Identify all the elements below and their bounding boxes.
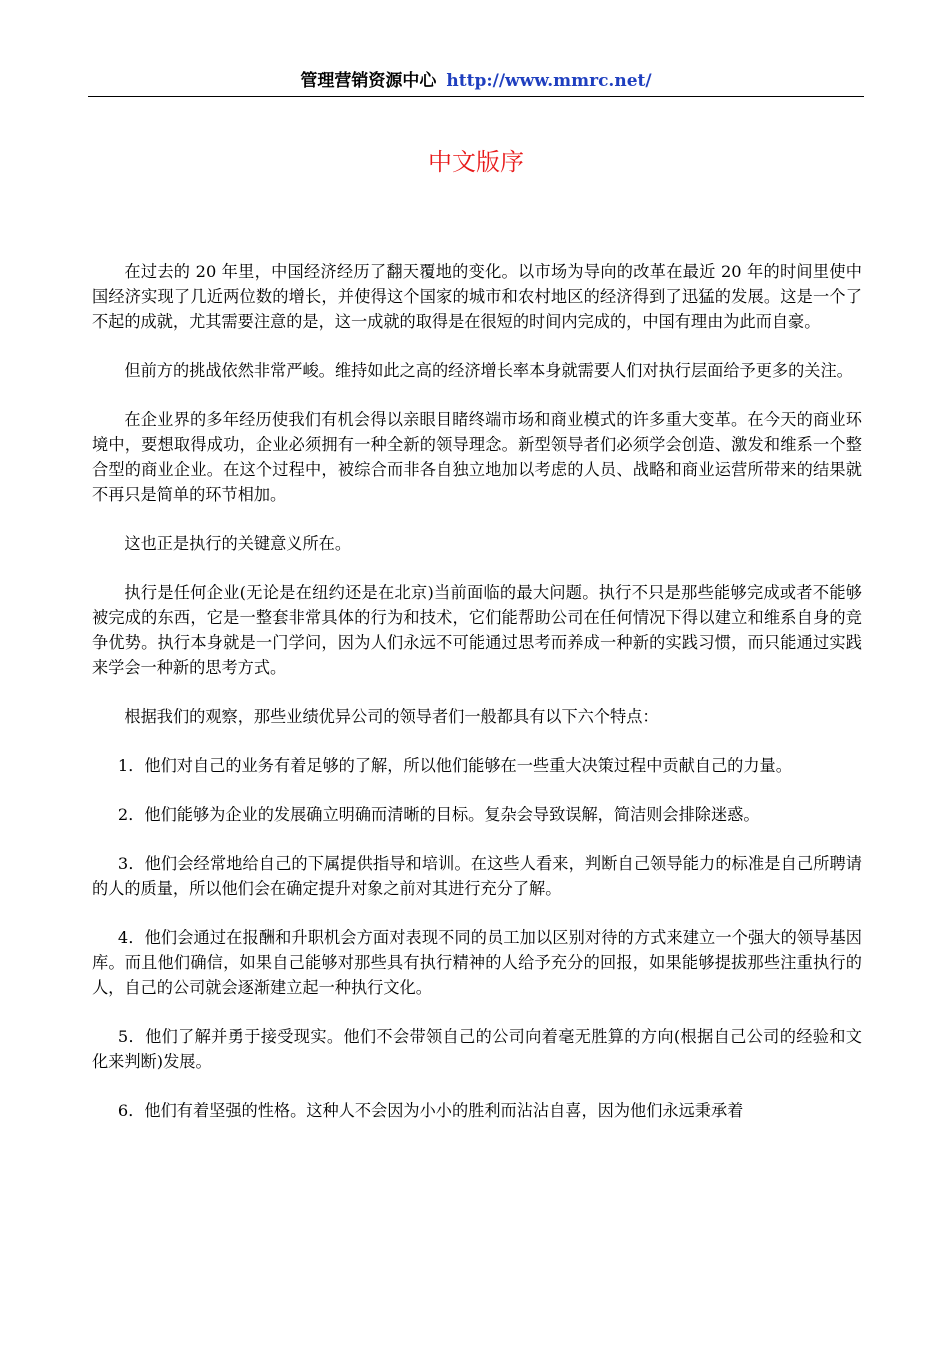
page-header — [88, 66, 864, 97]
list-item: 2．他们能够为企业的发展确立明确而清晰的目标。复杂会导致误解，简洁则会排除迷惑。 — [117, 805, 760, 824]
paragraph: 执行是任何企业(无论是在纽约还是在北京)当前面临的最大问题。执行不只是那些能够完成或者不能够被完成的东西，它是一整套非常具体的行为和技术，它们能帮助公司在任何情况下得以建立和维系自身的竞争优势。执行本身就是一门学问，因为人们永远不可能通过思考而养成一种新的实践习惯，而只能通过实践来学会一种新的思考方式。 — [92, 583, 862, 677]
paragraph: 在过去的 20 年里，中国经济经历了翻天覆地的变化。以市场为导向的改革在最近 20 年的时间里使中国经济实现了几近两位数的增长，并使得这个国家的城市和农村地区的经济得到了迅猛的发展。这是一个了不起的成就，尤其需要注意的是，这一成就的取得是在很短的时间内完成的，中国有理由为此而自豪。 — [92, 262, 862, 331]
paragraph: 这也正是执行的关键意义所在。 — [124, 534, 352, 553]
list-item: 1．他们对自己的业务有着足够的了解，所以他们能够在一些重大决策过程中贡献自己的力量。 — [117, 756, 792, 775]
paragraph: 但前方的挑战依然非常严峻。维持如此之高的经济增长率本身就需要人们对执行层面给予更多的关注。 — [124, 361, 853, 380]
page-title: 中文版序 — [428, 148, 524, 176]
site-url-link[interactable]: http://www.mmrc.net/ — [446, 71, 652, 91]
site-name: 管理营销资源中心 — [300, 71, 437, 91]
paragraph: 根据我们的观察，那些业绩优异公司的领导者们一般都具有以下六个特点： — [124, 707, 659, 726]
document-body — [92, 259, 862, 1147]
list-item: 6．他们有着坚强的性格。这种人不会因为小小的胜利而沾沾自喜，因为他们永远秉承着 — [117, 1101, 744, 1120]
list-item: 3．他们会经常地给自己的下属提供指导和培训。在这些人看来，判断自己领导能力的标准是自己所聘请的人的质量，所以他们会在确定提升对象之前对其进行充分了解。 — [92, 854, 862, 898]
paragraph: 在企业界的多年经历使我们有机会得以亲眼目睹终端市场和商业模式的许多重大变革。在今天的商业环境中，要想取得成功，企业必须拥有一种全新的领导理念。新型领导者们必须学会创造、激发和维系一个整合型的商业企业。在这个过程中，被综合而非各自独立地加以考虑的人员、战略和商业运营所带来的结果就不再只是简单的环节相加。 — [92, 410, 862, 504]
list-item: 5．他们了解并勇于接受现实。他们不会带领自己的公司向着毫无胜算的方向(根据自己公司的经验和文化来判断)发展。 — [92, 1027, 862, 1071]
list-item: 4．他们会通过在报酬和升职机会方面对表现不同的员工加以区别对待的方式来建立一个强大的领导基因库。而且他们确信，如果自己能够对那些具有执行精神的人给予充分的回报，如果能够提拔那些注重执行的人，自己的公司就会逐渐建立起一种执行文化。 — [92, 928, 862, 997]
